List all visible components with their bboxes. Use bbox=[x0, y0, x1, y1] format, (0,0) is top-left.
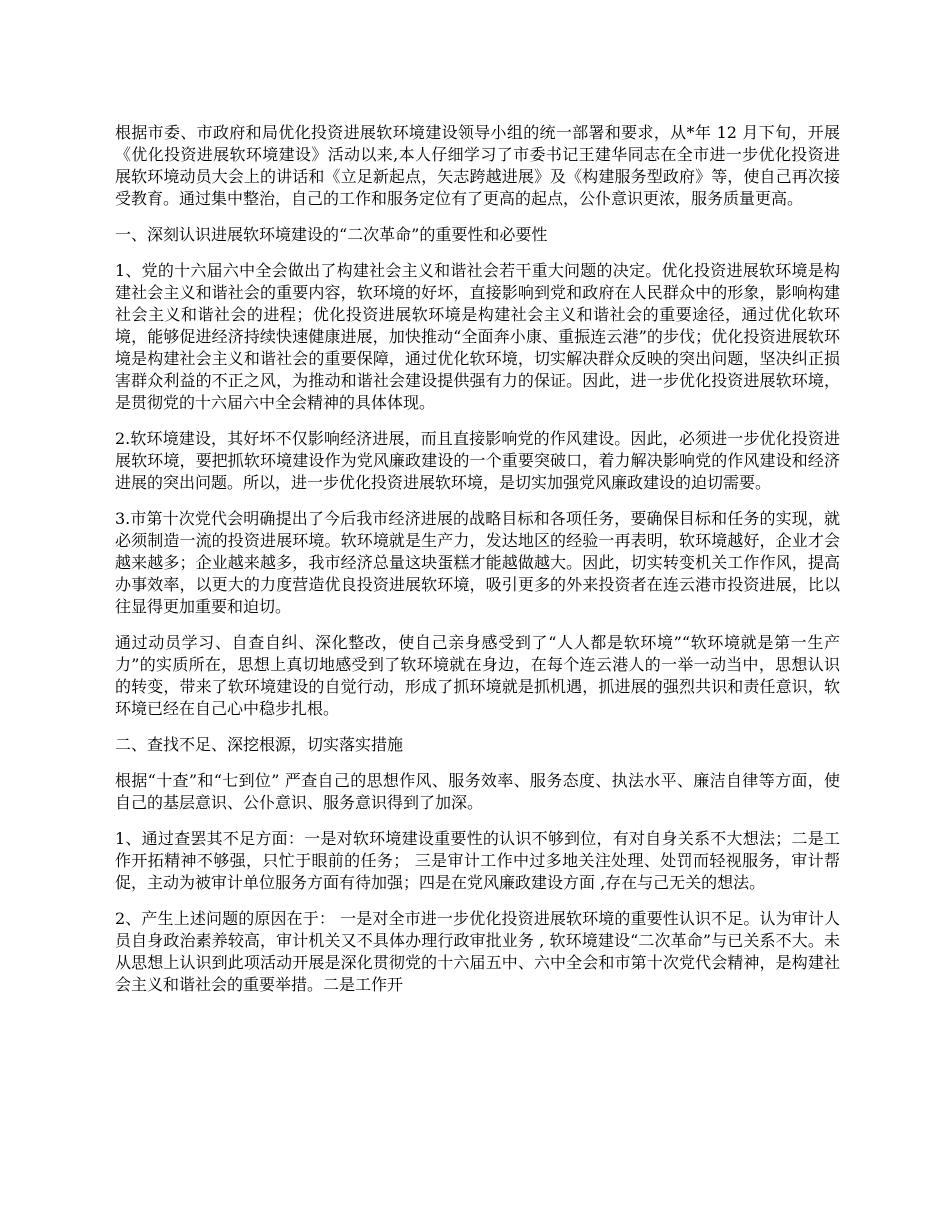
section-heading-1: 一、深刻认识进展软环境建设的“二次革命”的重要性和必要性 bbox=[115, 225, 548, 244]
shortcomings-paragraph: 1、通过查罢其不足方面：一是对软环境建设重要性的认识不够到位，有对自身关系不大想法；二是工作开拓精神不够强，只忙于眼前的任务； 三是审计工作中过多地关注处理、处罚而轻视服务，审计帮促，主动为被审计单位服务方面有待加强；四是在党风廉政建设方面 ,存在与己无关的想法。 bbox=[115, 829, 840, 892]
point-1-paragraph: 1、党的十六届六中全会做出了构建社会主义和谐社会若干重大问题的决定。优化投资进展软环境是构建社会主义和谐社会的重要内容，软环境的好坏，直接影响到党和政府在人民群众中的形象，影响构建社会主义和谐社会的进程；优化投资进展软环境是构建社会主义和谐社会的重要途径，通过优化软环境，能够促进经济持续快速健康进展，加快推动“全面奔小康、重振连云港”的步伐；优化投资进展软环境是构建社会主义和谐社会的重要保障，通过优化软环境，切实解决群众反映的突出问题，坚决纠正损害群众利益的不正之风，为推动和谐社会建设提供强有力的保证。因此，进一步优化投资进展软环境，是贯彻党的十六届六中全会精神的具体体现。 bbox=[115, 261, 840, 412]
intro-paragraph: 根据市委、市政府和局优化投资进展软环境建设领导小组的统一部署和要求，从*年 12 月下旬，开展《优化投资进展软环境建设》活动以来,本人仔细学习了市委书记王建华同志在全市进一步优化投资进展软环境动员大会上的讲话和《立足新起点，矢志跨越进展》及《构建服务型政府》等，使自己再次接受教育。通过集中整治，自己的工作和服务定位有了更高的起点，公仆意识更浓，服务质量更高。 bbox=[115, 123, 840, 208]
causes-paragraph: 2、产生上述问题的原因在于： 一是对全市进一步优化投资进展软环境的重要性认识不足。认为审计人员自身政治素养较高，审计机关又不具体办理行政审批业务 , 软环境建设“二次革命”与已关系不大。未从思想上认识到此项活动开展是深化贯彻党的十六届五中、六中全会和市第十次党代会精神，是构建社会主义和谐社会的重要举措。二是工作开 bbox=[115, 909, 840, 994]
summary-paragraph: 通过动员学习、自查自纠、深化整改，使自己亲身感受到了“人人都是软环境”“软环境就是第一生产力”的实质所在，思想上真切地感受到了软环境就在身边，在每个连云港人的一举一动当中，思想认识的转变，带来了软环境建设的自觉行动，形成了抓环境就是抓机遇，抓进展的强烈共识和责任意识，软环境已经在自己心中稳步扎根。 bbox=[115, 633, 840, 718]
document-body bbox=[115, 122, 840, 1010]
point-2-paragraph: 2.软环境建设，其好坏不仅影响经济进展，而且直接影响党的作风建设。因此，必须进一步优化投资进展软环境，要把抓软环境建设作为党风廉政建设的一个重要突破口，着力解决影响党的作风建设和经济进展的突出问题。所以，进一步优化投资进展软环境，是切实加强党风廉政建设的迫切需要。 bbox=[115, 429, 840, 492]
review-paragraph: 根据“十查”和“七到位” 严查自己的思想作风、服务效率、服务态度、执法水平、廉洁自律等方面，使自己的基层意识、公仆意识、服务意识得到了加深。 bbox=[115, 771, 840, 812]
section-heading-2: 二、查找不足、深挖根源，切实落实措施 bbox=[115, 735, 404, 754]
point-3-paragraph: 3.市第十次党代会明确提出了今后我市经济进展的战略目标和各项任务，要确保目标和任务的实现，就必须制造一流的投资进展环境。软环境就是生产力，发达地区的经验一再表明，软环境越好，企业才会越来越多；企业越来越多，我市经济总量这块蛋糕才能越做越大。因此，切实转变机关工作作风，提高办事效率，以更大的力度营造优良投资进展软环境，吸引更多的外来投资者在连云港市投资进展，比以往显得更加重要和迫切。 bbox=[115, 509, 840, 616]
